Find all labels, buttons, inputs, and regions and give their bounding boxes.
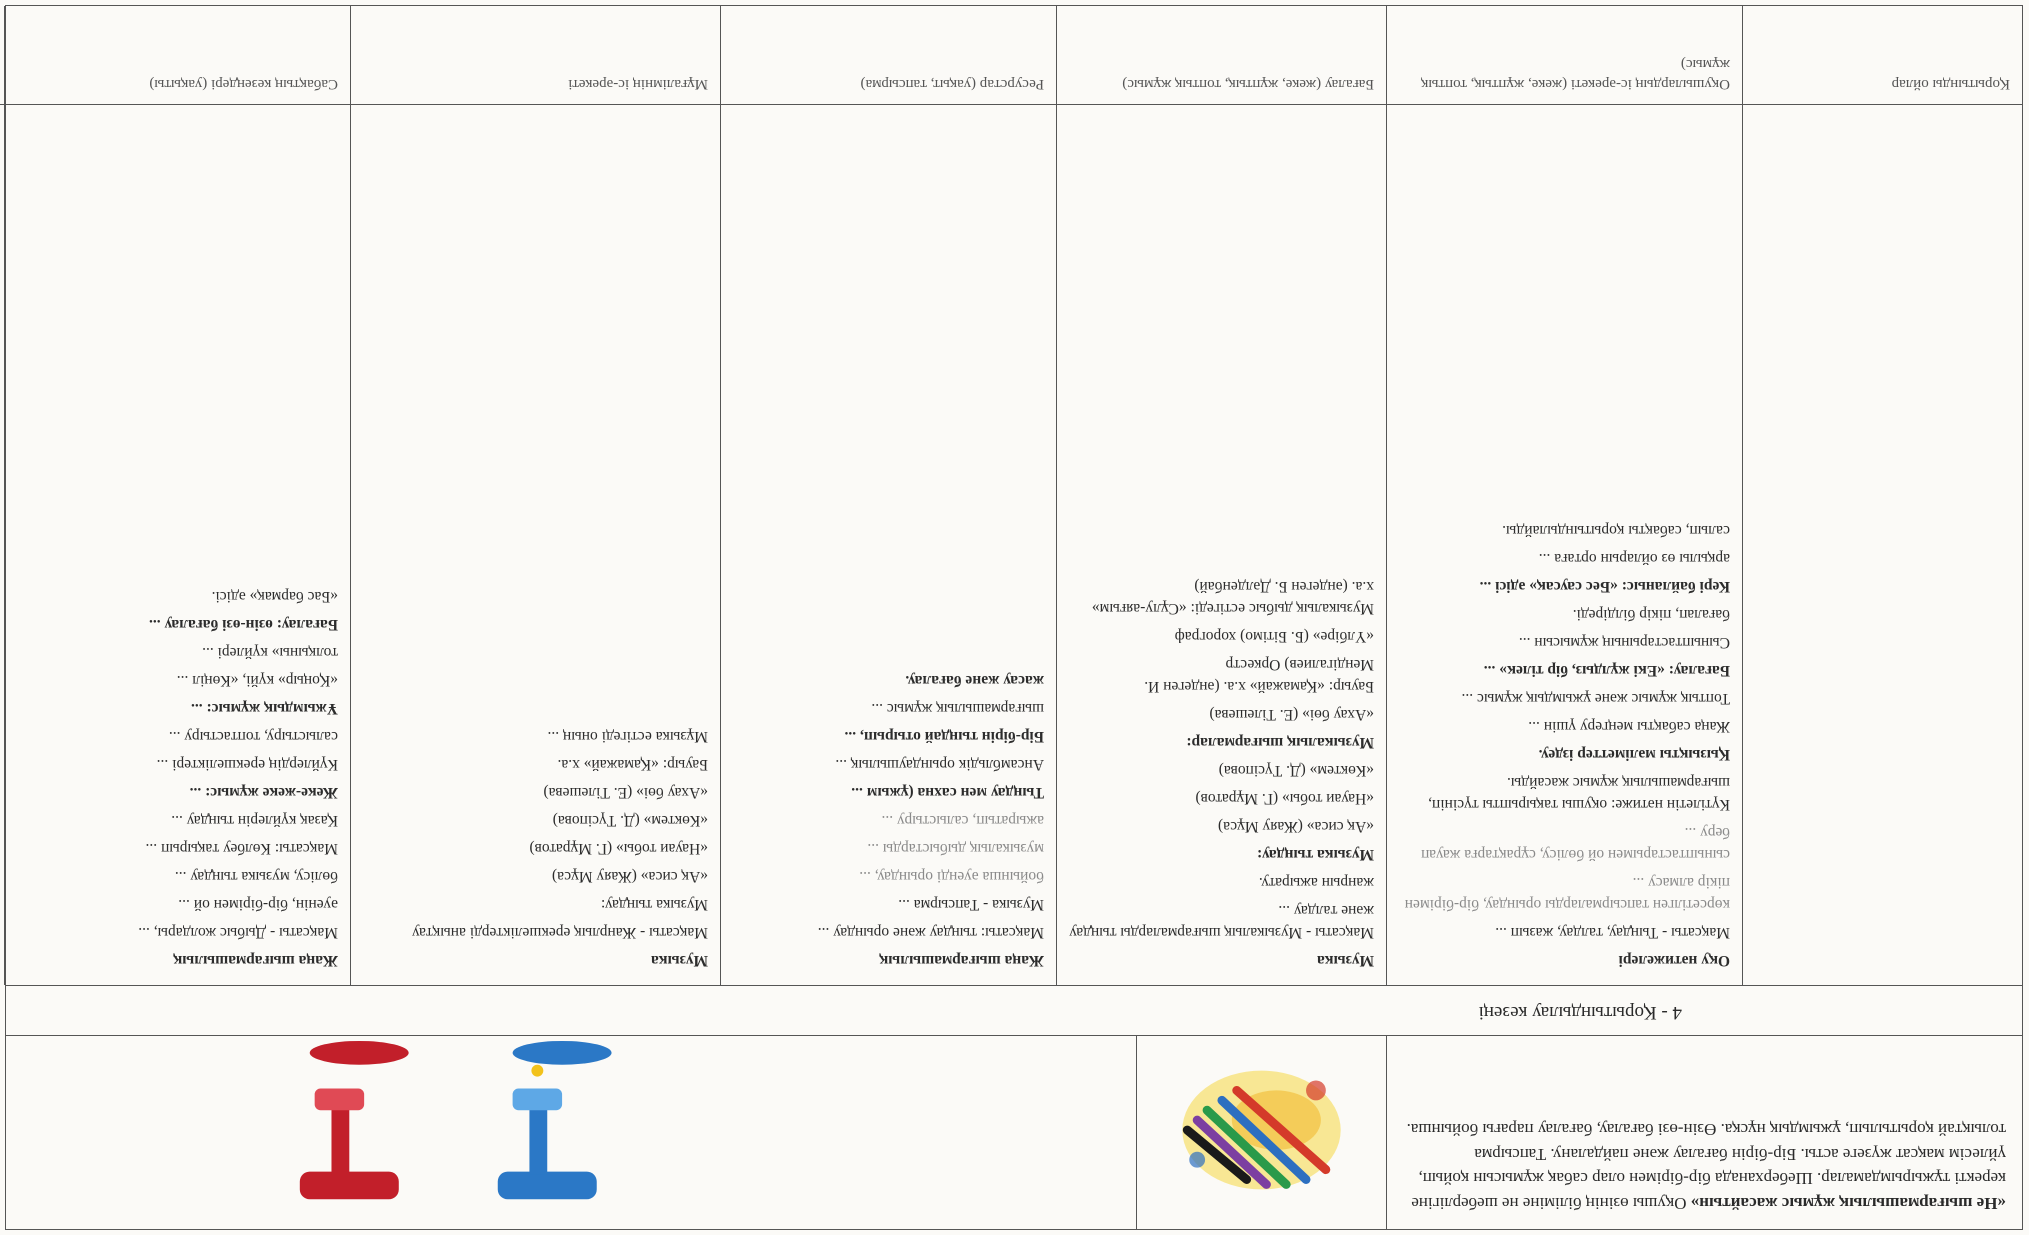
body-line: Жаңа шығармашылық <box>879 952 1044 969</box>
phase-label: 4 - Қорытындылау кезеңі <box>1478 1002 1682 1023</box>
body-line: Жеке-жеке жұмыс: ... <box>189 784 338 801</box>
body-line: Музыка <box>651 952 708 969</box>
paint-tubes-image <box>6 1036 1136 1229</box>
column-teacher <box>350 6 720 985</box>
body-line: ажыратып, салыстыру ... <box>881 812 1044 829</box>
body-line: Бір-бірін тыңдай отырып, ... <box>844 728 1044 745</box>
body-line: көрсетілген тапсырмаларды орындау, бір-бірімен пікір алмасу ... <box>1404 874 1730 913</box>
body-line: Музыка - Тапсырма ... <box>898 896 1044 913</box>
body-line: Кері байланыс: «Бес саусақ» әдісі ... <box>1479 578 1730 595</box>
body-line: арқылы өз ойларын ортаға ... <box>1538 550 1730 567</box>
body-line: салыстыру, топтастыру ... <box>168 728 338 745</box>
body-line: Оқу нәтижелері <box>1618 952 1730 969</box>
body-line: «Науаи тобы» (Г. Мұратов) <box>1195 790 1374 807</box>
body-line: Музыкалық дыбыс естігеді: «Сұлу-аяғым» х.а. (әндеген Б. Дәлденбай) <box>1091 578 1374 617</box>
body-line: Музыкалық шығармалар: <box>1186 734 1374 751</box>
body-line: Ансамбльдік орындаушылық ... <box>835 756 1044 773</box>
lesson-table <box>5 5 2023 985</box>
activity-description <box>1386 1036 2022 1229</box>
body-line: Мұзыка естігеді оның ... <box>547 728 708 745</box>
body-line: шығармашылық жұмыс ... <box>871 700 1044 717</box>
body-line: Сыныптастарының жұмысын ... <box>1518 634 1730 651</box>
activity-section <box>5 1035 2023 1230</box>
body-line: Музыка тыңдау: <box>1257 846 1374 863</box>
paint-tubes-icon <box>6 1036 1136 1229</box>
body-line: бойынша әуенді орындау, ... <box>859 868 1044 885</box>
body-line: Күтілетін нәтиже: оқушы тақырыпты түсініп, шығармашылық жұмыс жасайды. <box>1428 774 1730 813</box>
body-line: Бағалау: өзін-өзі бағалау ... <box>148 616 338 633</box>
body-line: Тыңдау мен сахна (ұжым ... <box>851 784 1044 801</box>
activity-body: Оқушы өзінің біліміне не шеберлігіне керекті тұжырымдамалар. Шеберханада бір-бірімен олар сабақ жұмысын қойып, үйлесім мақсат жүзеге асты. Бір-бірін бағалау және пайдалану. Тапсырма толықтай қорытылып, ұжымдық нұсқа. Өзін-өзі бағалау, бағалау парағы бойынша. <box>1406 1120 2006 1213</box>
column-body <box>721 105 1056 985</box>
paint-brushes-icon <box>1137 1036 1386 1229</box>
body-line: жанрын ажырату. <box>1258 874 1374 891</box>
column-body <box>1387 105 1742 985</box>
body-line: Мақсаты - Музыкалық шығармаларды тыңдау және талдау ... <box>1069 902 1374 941</box>
body-line: Бағалау: «Екі жұлдыз, бір тілек» ... <box>1483 662 1730 679</box>
body-line: Қызықты мәліметтер іздеу. <box>1538 746 1730 763</box>
column-assessment <box>1056 6 1386 985</box>
body-line: «Бас бармақ» әдісі. <box>211 588 338 605</box>
column-stages <box>4 6 350 985</box>
body-line: «Үлбіре» (Б. Бітімо) хорограф <box>1174 628 1374 645</box>
body-line: әуенін, бір-бірімен ой ... <box>178 896 338 913</box>
column-conclusion <box>1742 6 2022 985</box>
body-line: жасау және бағалау. <box>905 672 1044 689</box>
body-line: «Ақ сиса» (Жаяу Мұса) <box>1217 818 1374 835</box>
column-header: Бағалау (жеке, жұптық, топтық жұмыс) <box>1057 5 1386 105</box>
body-line: Топтық жұмыс және ұжымдық жұмыс ... <box>1461 690 1730 707</box>
body-line: Музыка тыңдау: <box>600 896 708 913</box>
column-body <box>1057 105 1386 985</box>
body-line: «Көктем» (Д. Түсіпова) <box>552 812 708 829</box>
body-line: Мақсаты: тыңдау және орындау ... <box>817 924 1044 941</box>
body-line: бөлісу, музыка тыңдау ... <box>174 868 338 885</box>
column-header: Оқушылардың іс-әрекеті (жеке, жұптық, топтық жұмыс) <box>1387 5 1742 105</box>
body-line: Бауыр: «Қамажай» х.а. <box>557 756 708 773</box>
body-line: сыныптастарымен ой бөлісу, сұрақтарға жауап беру ... <box>1421 824 1730 863</box>
column-body <box>1743 105 2022 985</box>
body-line: Музыка <box>1317 952 1374 969</box>
column-header: Мұғалімнің іс-әрекеті <box>351 5 720 105</box>
column-body <box>351 105 720 985</box>
body-line: «Ақ сиса» (Жаяу Мұса) <box>551 868 708 885</box>
body-line: Мақсаты - Дыбыс жолдары, ... <box>138 924 338 941</box>
body-line: Мақсаты: Көлбеу тақырып ... <box>145 840 338 857</box>
column-header: Сабақтың кезеңдері (уақыты) <box>5 5 350 105</box>
body-line: толқыны» күйлері ... <box>202 644 338 661</box>
body-line: салып, сабақты қорытындылайды. <box>1502 522 1730 539</box>
body-line: бағалап, пікір білдіреді. <box>1572 606 1730 623</box>
column-header <box>0 5 4 105</box>
body-line: «Науаи тобы» (Г. Мұратов) <box>529 840 708 857</box>
column-body <box>5 105 350 985</box>
body-line: Ұжымдық жұмыс: ... <box>190 700 338 717</box>
body-line: Бауыр: «Қамажай» х.а. (әндеген И. Мендігалиев) Оркестр <box>1144 656 1374 695</box>
body-line: «Көктем» (Д. Түсіпова) <box>1218 762 1374 779</box>
paint-splash-image <box>1136 1036 1386 1229</box>
body-line: «Ахау бөі» (Е. Тілешева) <box>543 784 708 801</box>
body-line: Мақсаты - Тыңдау, талдау, жазып ... <box>1495 924 1730 941</box>
column-resources <box>720 6 1056 985</box>
activity-title: «Не шығармашылық жұмыс жасайтын» <box>1690 1194 2006 1213</box>
body-line: Жаңа шығармашылық <box>173 952 338 969</box>
body-line: Күйлердің ерекшеліктері ... <box>156 756 338 773</box>
column-students <box>1386 6 1742 985</box>
body-line: Жаңа сабақты меңгеру үшін ... <box>1528 718 1730 735</box>
body-line: Мақсаты - Жанрлық ерекшеліктерді анықтау <box>411 924 708 941</box>
body-line: «Қоңыр» күйі, «Көңіл ... <box>176 672 338 689</box>
body-line: «Ахау бөі» (Е. Тілешева) <box>1209 706 1374 723</box>
body-line: Қазақ күйлерін тыңдау ... <box>171 812 338 829</box>
column-header: Қорытынды ойлар <box>1743 5 2022 105</box>
body-line: музыкалық дыбыстарды ... <box>867 840 1044 857</box>
phase-row <box>5 985 2023 1035</box>
column-header: Ресурстар (уақыт, тапсырма) <box>721 5 1056 105</box>
